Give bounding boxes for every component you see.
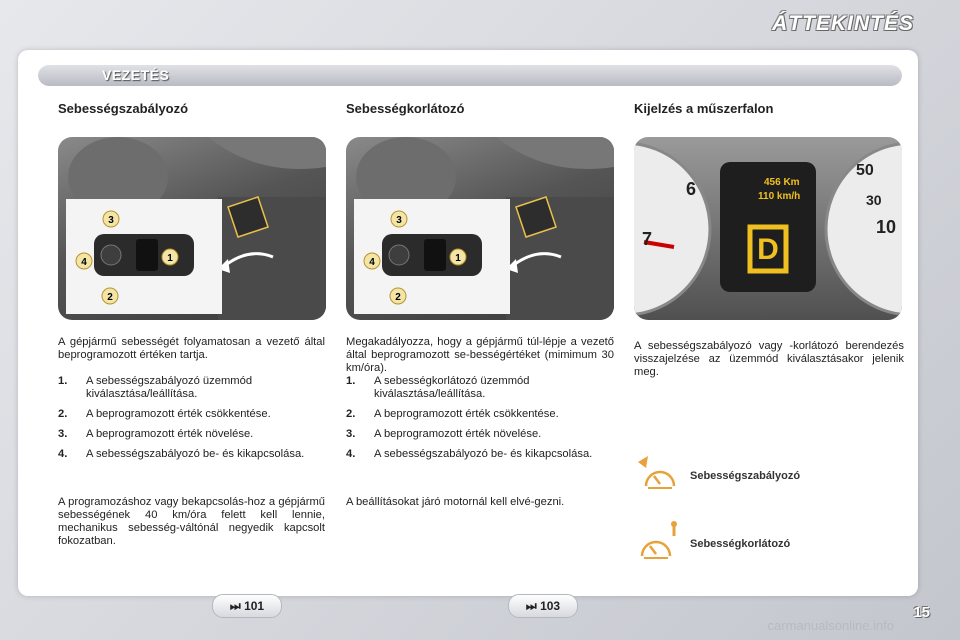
cruise-control-legend-label: Sebességszabályozó xyxy=(690,470,801,482)
watermark: carmanualsonline.info xyxy=(767,618,894,633)
page-number: 15 xyxy=(913,604,930,621)
list-text: A sebességkorlátozó üzemmód kiválasztása/leállítása. xyxy=(374,375,530,400)
list-item xyxy=(346,448,614,461)
list-text: A beprogramozott érték csökkentése. xyxy=(86,408,271,420)
list-item xyxy=(346,408,614,421)
list-number: 1. xyxy=(346,375,356,387)
list-text: A sebességszabályozó üzemmód kiválasztása/leállítása. xyxy=(86,375,253,400)
stalk-label-3: 3 xyxy=(396,215,402,226)
list-item xyxy=(58,448,325,461)
speed-limiter-note: A beállításokat járó motornál kell elvé-gezni. xyxy=(346,496,565,508)
list-number: 3. xyxy=(346,428,356,440)
dial-right-10: 10 xyxy=(876,217,897,237)
stalk-label-1: 1 xyxy=(455,253,461,264)
list-number: 2. xyxy=(346,408,356,420)
stalk-closeup xyxy=(66,199,222,314)
stalk-label-2: 2 xyxy=(107,292,113,303)
list-text: A sebességszabályozó be- és kikapcsolása. xyxy=(86,448,305,460)
cruise-control-icon xyxy=(634,452,684,494)
speed-limiter-stalk-photo xyxy=(346,137,614,320)
list-text: A beprogramozott érték növelése. xyxy=(374,428,542,440)
section-label: VEZETÉS xyxy=(102,67,170,83)
list-number: 2. xyxy=(58,408,68,420)
display-gear: D xyxy=(757,233,779,266)
cruise-control-stalk-photo xyxy=(58,137,326,320)
stalk-label-2: 2 xyxy=(395,292,401,303)
page-link-103[interactable] xyxy=(508,594,578,618)
speed-limiter-intro: Megakadályozza, hogy a gépjármű túl-lépje a vezető által beprogramozott se-bességértéket (mimimum 30 km/óra). xyxy=(346,336,614,374)
speed-limiter-legend-label: Sebességkorlátozó xyxy=(690,538,791,550)
stalk-label-4: 4 xyxy=(369,257,375,268)
list-item xyxy=(346,375,614,401)
list-item xyxy=(58,375,325,401)
page-title: ÁTTEKINTÉS xyxy=(772,12,914,35)
cruise-control-intro: A gépjármű sebességét folyamatosan a vezető által beprogramozott értéken tartja. xyxy=(58,336,325,361)
list-number: 4. xyxy=(346,448,356,460)
page-link-label: 101 xyxy=(244,599,265,613)
list-item xyxy=(58,428,325,441)
cruise-control-list xyxy=(58,375,325,468)
skip-forward-icon: ⏭ xyxy=(229,599,241,613)
list-text: A sebességszabályozó be- és kikapcsolása. xyxy=(374,448,593,460)
speed-limiter-title: Sebességkorlátozó xyxy=(346,101,465,116)
display-odometer: 456 Km xyxy=(764,177,800,188)
stalk-label-4: 4 xyxy=(81,257,87,268)
list-item xyxy=(346,428,614,441)
dial-right-30: 30 xyxy=(866,192,882,208)
cruise-control-title: Sebességszabályozó xyxy=(58,101,189,116)
instrument-panel-photo xyxy=(634,137,902,320)
cruise-control-note: A programozáshoz vagy bekapcsolás-hoz a gépjármű sebességének 40 km/óra felett kell lennie, mechanikus sebesség-váltónál negyedik kapcsolt fokozatban. xyxy=(58,496,325,547)
skip-forward-icon: ⏭ xyxy=(525,599,537,613)
dial-left-7: 7 xyxy=(642,229,653,249)
stalk-label-3: 3 xyxy=(108,215,114,226)
display-description: A sebességszabályozó vagy -korlátozó berendezés visszajelzése az üzemmód kiválasztásakor jelenik meg. xyxy=(634,340,904,378)
speed-limiter-list xyxy=(346,375,614,468)
dial-right-50: 50 xyxy=(856,162,874,179)
display-speed: 110 km/h xyxy=(758,191,801,202)
page-link-label: 103 xyxy=(540,599,561,613)
page-link-101[interactable] xyxy=(212,594,282,618)
stalk-closeup xyxy=(354,199,510,314)
dial-left-6: 6 xyxy=(686,179,697,199)
speed-limiter-icon xyxy=(634,520,684,562)
list-text: A beprogramozott érték növelése. xyxy=(86,428,254,440)
list-item xyxy=(58,408,325,421)
stalk-label-1: 1 xyxy=(167,253,173,264)
list-number: 4. xyxy=(58,448,68,460)
list-text: A beprogramozott érték csökkentése. xyxy=(374,408,559,420)
section-bar xyxy=(38,64,902,86)
list-number: 3. xyxy=(58,428,68,440)
dashboard-display-title: Kijelzés a műszerfalon xyxy=(634,101,774,116)
list-number: 1. xyxy=(58,375,68,387)
